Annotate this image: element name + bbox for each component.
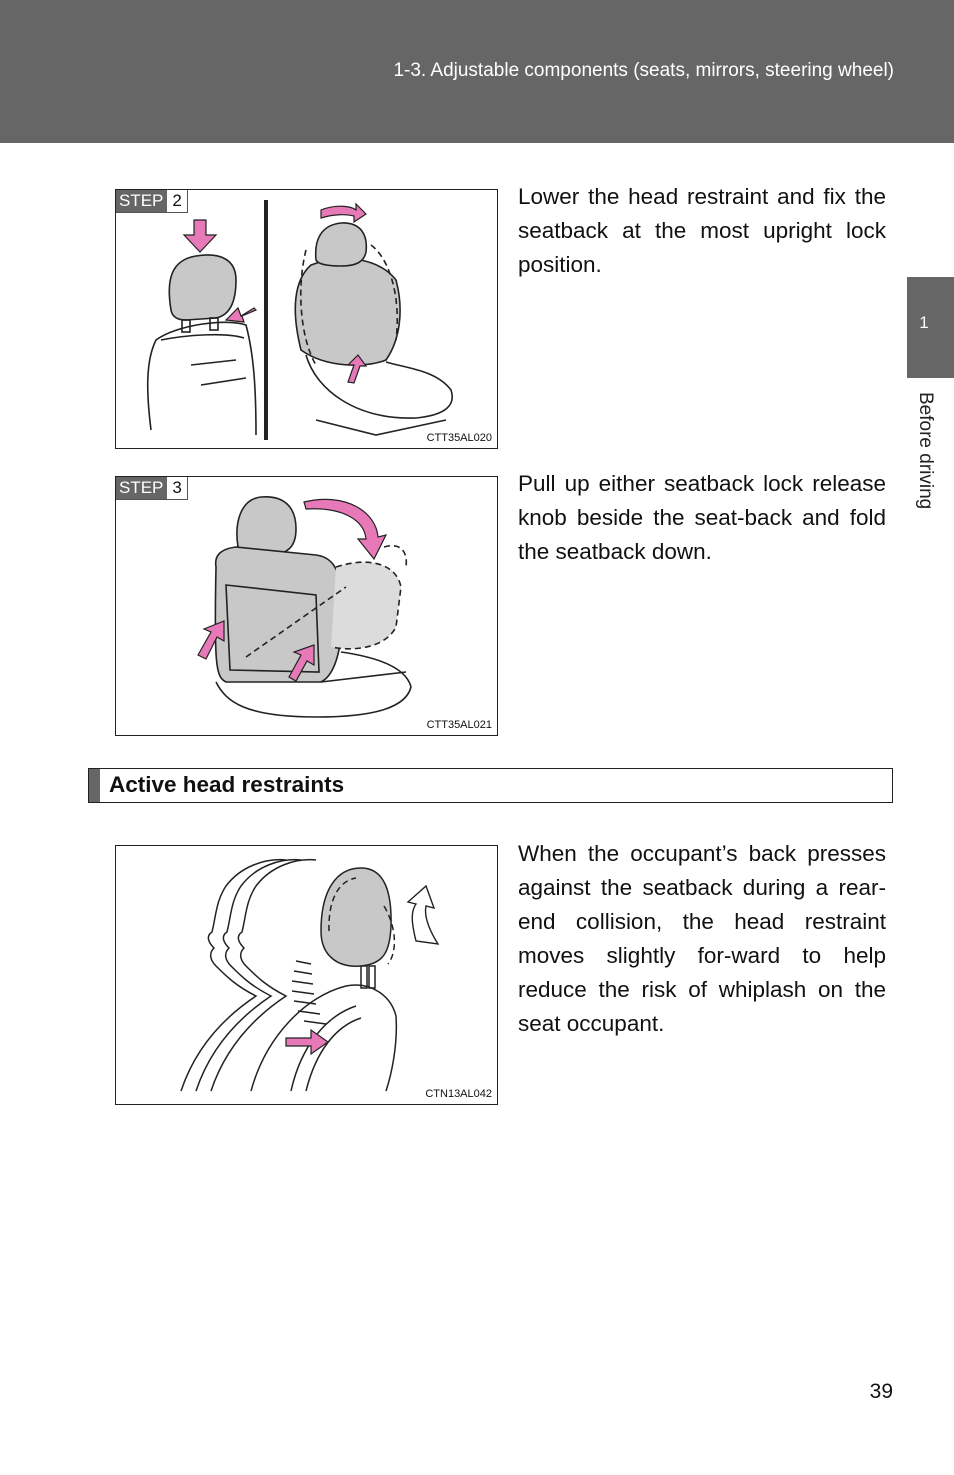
- step-label: STEP: [116, 190, 167, 212]
- active-head-restraint-text: When the occupant’s back presses against the seatback during a rear-end collision, the head restraint moves slightly for-ward to help reduce the risk of whiplash on the seat occupant.: [518, 841, 886, 1036]
- occupant-headrest-drawing: [116, 846, 498, 1105]
- step2-text: Lower the head restraint and fix the seatback at the most upright lock position.: [518, 184, 886, 277]
- page-number: 39: [869, 1380, 893, 1403]
- step-number: 2: [167, 190, 186, 212]
- figure-code: CTT35AL021: [426, 719, 492, 731]
- section-path-title: 1-3. Adjustable components (seats, mirrors, steering wheel): [393, 60, 894, 81]
- step3-illustration: [115, 476, 498, 736]
- figure-code: CTN13AL042: [425, 1088, 492, 1100]
- step-badge: [116, 190, 188, 213]
- chapter-tab[interactable]: [907, 277, 954, 378]
- section-heading-bar: [89, 769, 100, 802]
- step-number: 3: [167, 477, 186, 499]
- step2-illustration: [115, 189, 498, 449]
- step-badge: [116, 477, 188, 500]
- active-head-restraint-illustration: [115, 845, 498, 1105]
- chapter-number: 1: [919, 313, 929, 332]
- section-heading-title: Active head restraints: [109, 772, 345, 797]
- step-label: STEP: [116, 477, 167, 499]
- section-heading: [88, 768, 893, 803]
- chapter-label: Before driving: [915, 392, 936, 510]
- step3-text: Pull up either seatback lock release knob beside the seat-back and fold the seatback down.: [518, 471, 886, 564]
- seatback-fold-drawing: [116, 477, 498, 736]
- header-bar: [0, 0, 954, 143]
- seat-headrest-lower-drawing: [116, 190, 498, 449]
- figure-code: CTT35AL020: [426, 432, 492, 444]
